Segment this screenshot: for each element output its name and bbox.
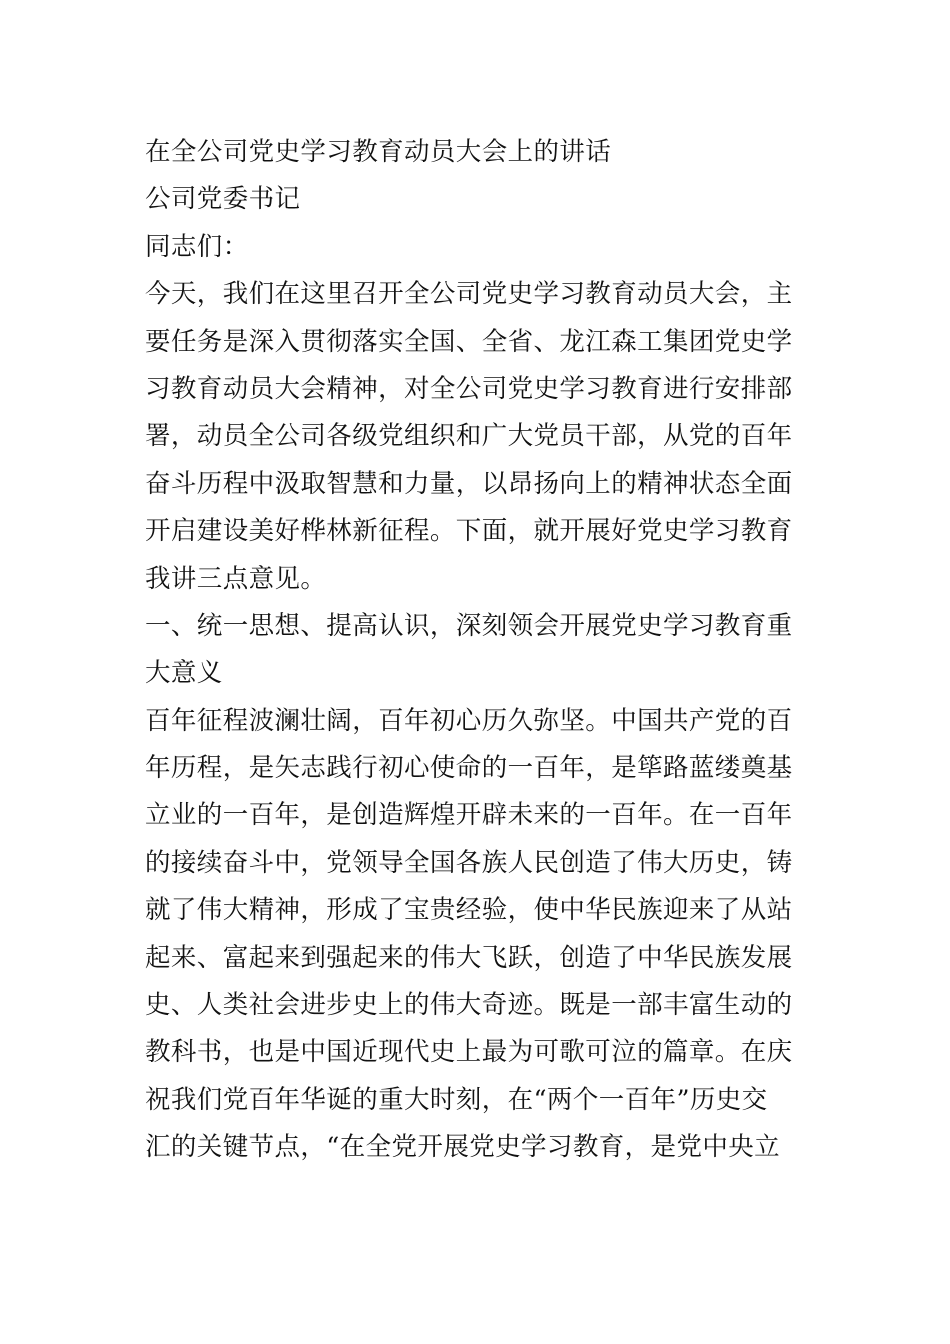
paragraph-line: 的接续奋斗中，党领导全国各族人民创造了伟大历史，铸: [145, 847, 793, 878]
paragraph-line: 汇的关键节点，“在全党开展党史学习教育，是党中央立: [145, 1132, 781, 1163]
section-heading-1: [145, 603, 810, 698]
paragraph-line: 今天，我们在这里召开全公司党史学习教育动员大会，主: [145, 279, 793, 310]
document-title: 在全公司党史学习教育动员大会上的讲话: [145, 137, 612, 167]
paragraph-line: 署，动员全公司各级党组织和广大党员干部，从党的百年: [145, 421, 793, 452]
paragraph-line: 立业的一百年，是创造辉煌开辟未来的一百年。在一百年: [145, 800, 793, 831]
paragraph-intro: [145, 271, 810, 603]
paragraph-line: 祝我们党百年华诞的重大时刻，在“两个一百年”历史交: [145, 1084, 768, 1115]
section-heading-line: 一、统一思想、提高认识，深刻领会开展党史学习教育重: [145, 610, 793, 641]
paragraph-line: 奋斗历程中汲取智慧和力量，以昂扬向上的精神状态全面: [145, 468, 793, 499]
paragraph-line: 我讲三点意见。: [145, 563, 327, 594]
paragraph-line: 史、人类社会进步史上的伟大奇迹。既是一部丰富生动的: [145, 990, 793, 1021]
salutation: 同志们：: [145, 231, 249, 262]
paragraph-section-1: [145, 698, 810, 1172]
document-author: 公司党委书记: [145, 184, 301, 215]
paragraph-line: 开启建设美好桦林新征程。下面，就开展好党史学习教育: [145, 516, 793, 547]
paragraph-line: 习教育动员大会精神，对全公司党史学习教育进行安排部: [145, 373, 793, 404]
document-page: [145, 129, 810, 1172]
paragraph-line: 百年征程波澜壮阔，百年初心历久弥坚。中国共产党的百: [145, 705, 793, 736]
paragraph-line: 就了伟大精神，形成了宝贵经验，使中华民族迎来了从站: [145, 895, 793, 926]
paragraph-line: 教科书，也是中国近现代史上最为可歌可泣的篇章。在庆: [145, 1037, 793, 1068]
paragraph-line: 起来、富起来到强起来的伟大飞跃，创造了中华民族发展: [145, 942, 793, 973]
paragraph-line: 要任务是深入贯彻落实全国、全省、龙江森工集团党史学: [145, 326, 793, 357]
section-heading-line: 大意义: [145, 658, 223, 689]
paragraph-line: 年历程，是矢志践行初心使命的一百年，是筚路蓝缕奠基: [145, 753, 793, 784]
